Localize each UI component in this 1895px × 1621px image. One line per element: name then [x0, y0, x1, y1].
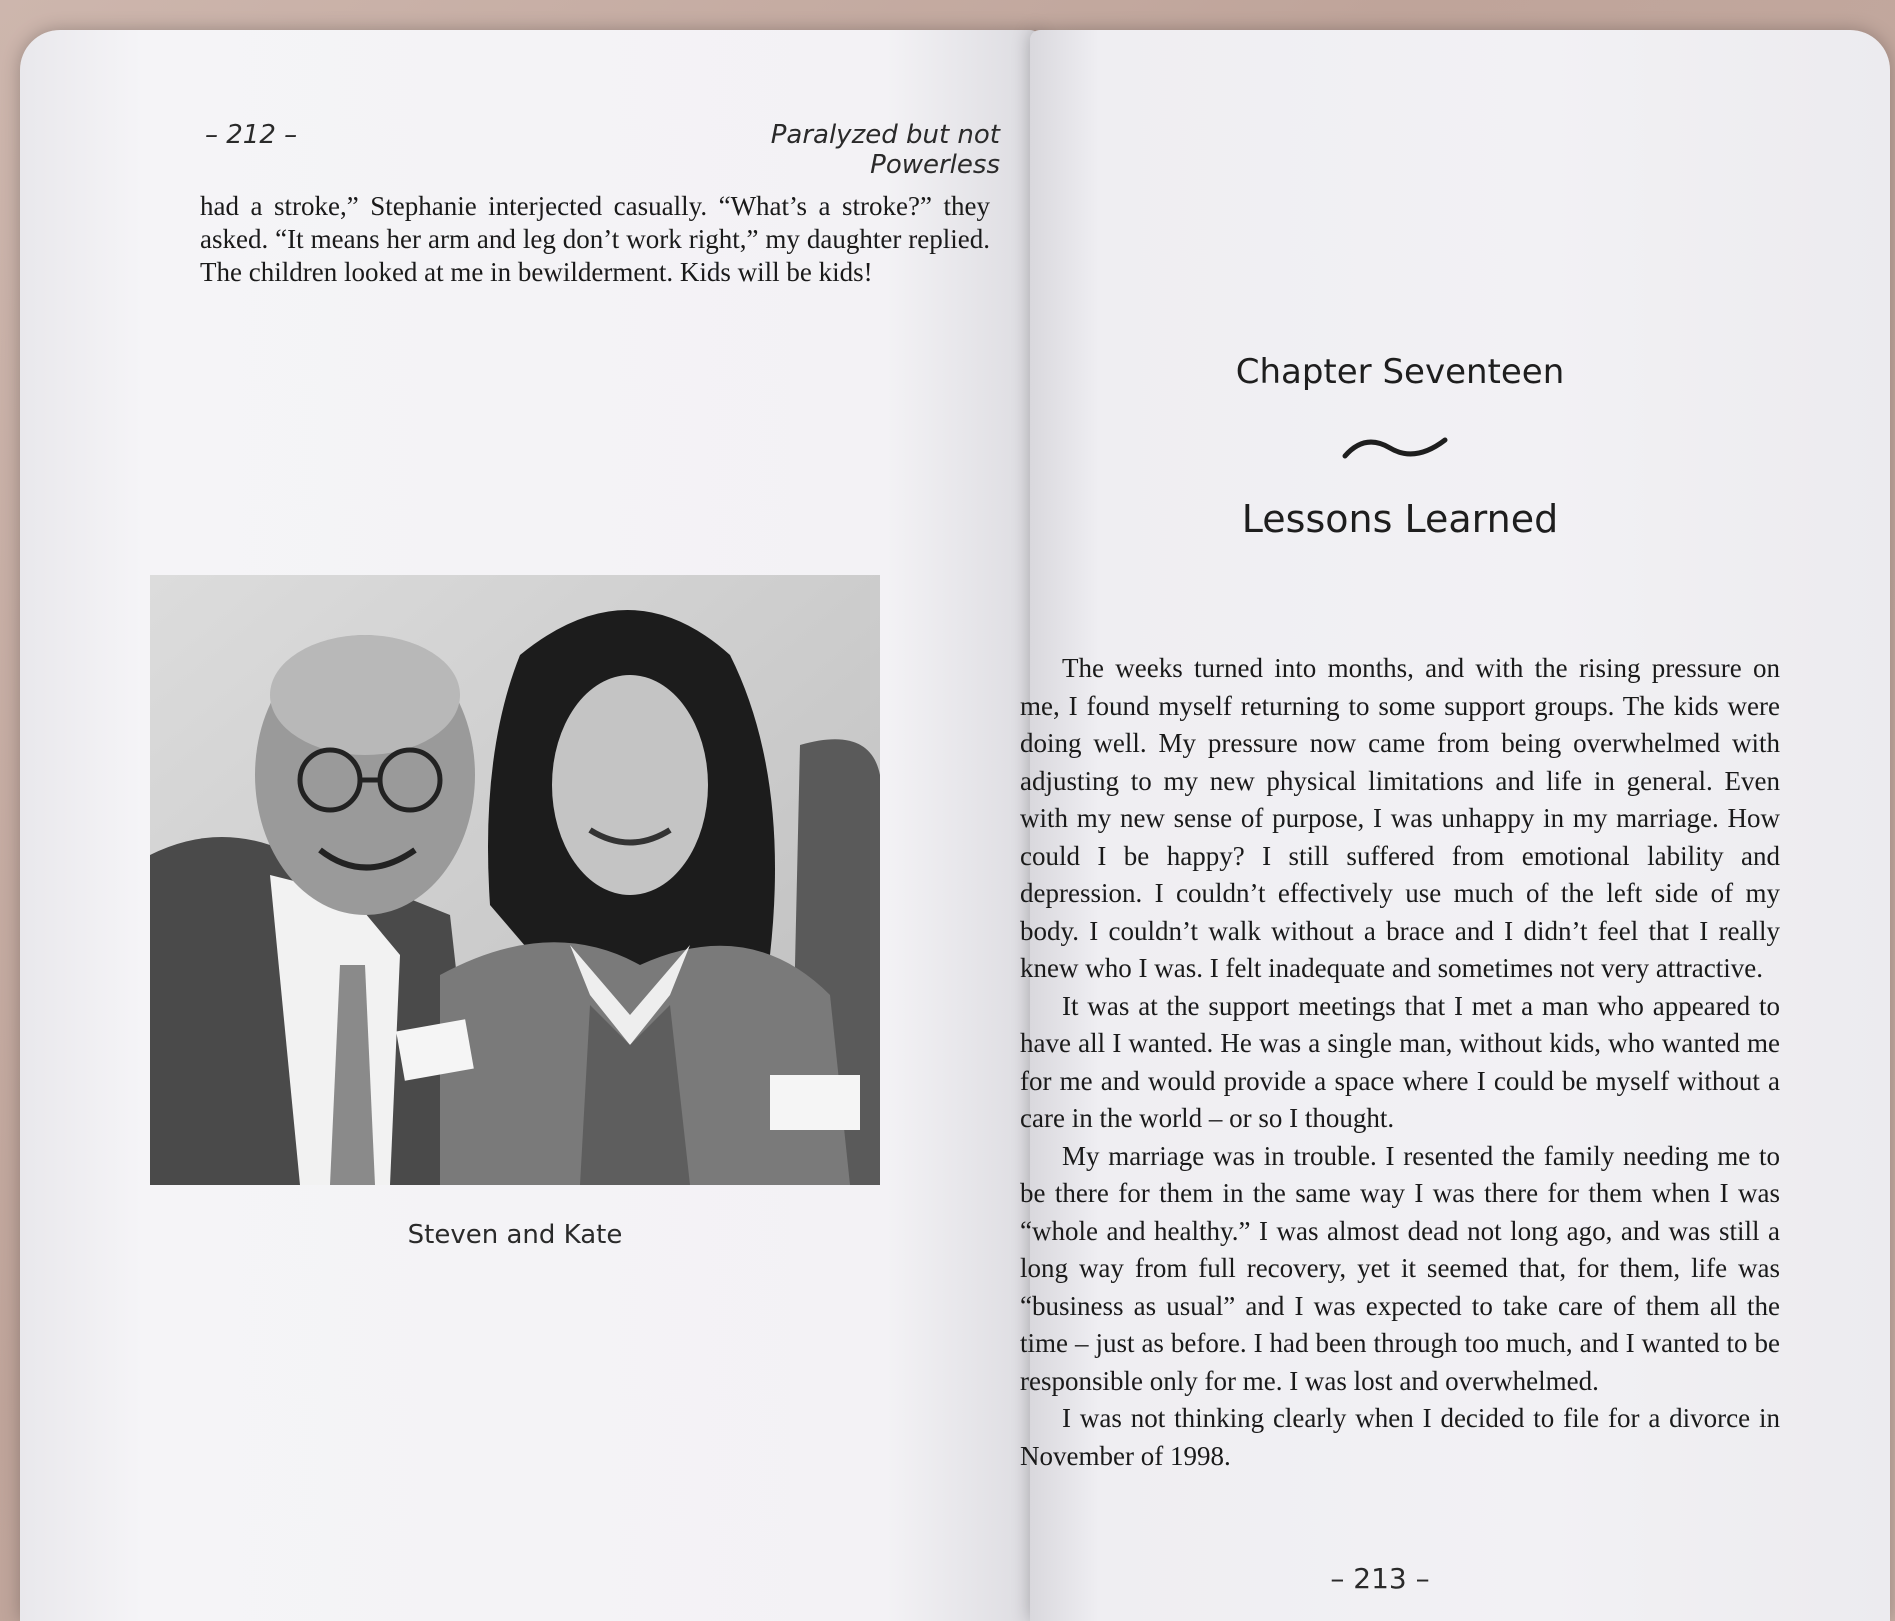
paragraph-1: The weeks turned into months, and with the rising pressure on me, I found myself returning to some support groups. The kids were doing well. My pressure now came from being overwhelmed with adjusting to my new physical limitations and life in general. Even with my new sense of purpose, I was unhappy in my marriage. How could I be happy? I still suffered from emotional lability and depression. I couldn’t effectively use much of the left side of my body. I couldn’t walk without a brace and I didn’t feel that I really knew who I was. I felt inadequate and sometimes not very attractive. [1020, 653, 1780, 983]
paragraph-3: My marriage was in trouble. I resented the family needing me to be there for them in the same way I was there for them when I was “whole and healthy.” I was almost dead not long ago, and was still a long way from full recovery, yet it seemed that, for them, life was “business as usual” and I was expected to take care of them all the time – just as before. I had been through too much, and I wanted to be responsible only for me. I was lost and overwhelmed. [1020, 1140, 1780, 1396]
photo-steven-and-kate [150, 575, 880, 1185]
left-page [20, 30, 1040, 1621]
running-book-title: Paralyzed but not Powerless [770, 120, 1000, 180]
right-page-number: – 213 – [1330, 1562, 1430, 1595]
left-page-number: – 212 – [205, 120, 298, 150]
chapter-title: Lessons Learned [1241, 497, 1559, 541]
left-page-text: had a stroke,” Stephanie interjected casually. “What’s a stroke?” they asked. “It means her arm and leg don’t work right,” my daughter replied. The children looked at me in bewilderment. Kids will be kids! [200, 191, 990, 287]
paragraph-4: I was not thinking clearly when I decided to file for a divorce in November of 1998. [1020, 1403, 1780, 1471]
swirl-ornament-icon [1340, 428, 1450, 468]
chapter-number: Chapter Seventeen [1235, 352, 1565, 392]
paragraph-2: It was at the support meetings that I met a man who appeared to have all I wanted. He was a single man, without kids, who wanted me for me and would provide a space where I could be myself without a care in the world – or so I thought. [1020, 990, 1780, 1133]
photo-illustration [150, 575, 880, 1185]
photo-caption: Steven and Kate [407, 1220, 623, 1250]
chapter-body-text [1020, 650, 1780, 1475]
